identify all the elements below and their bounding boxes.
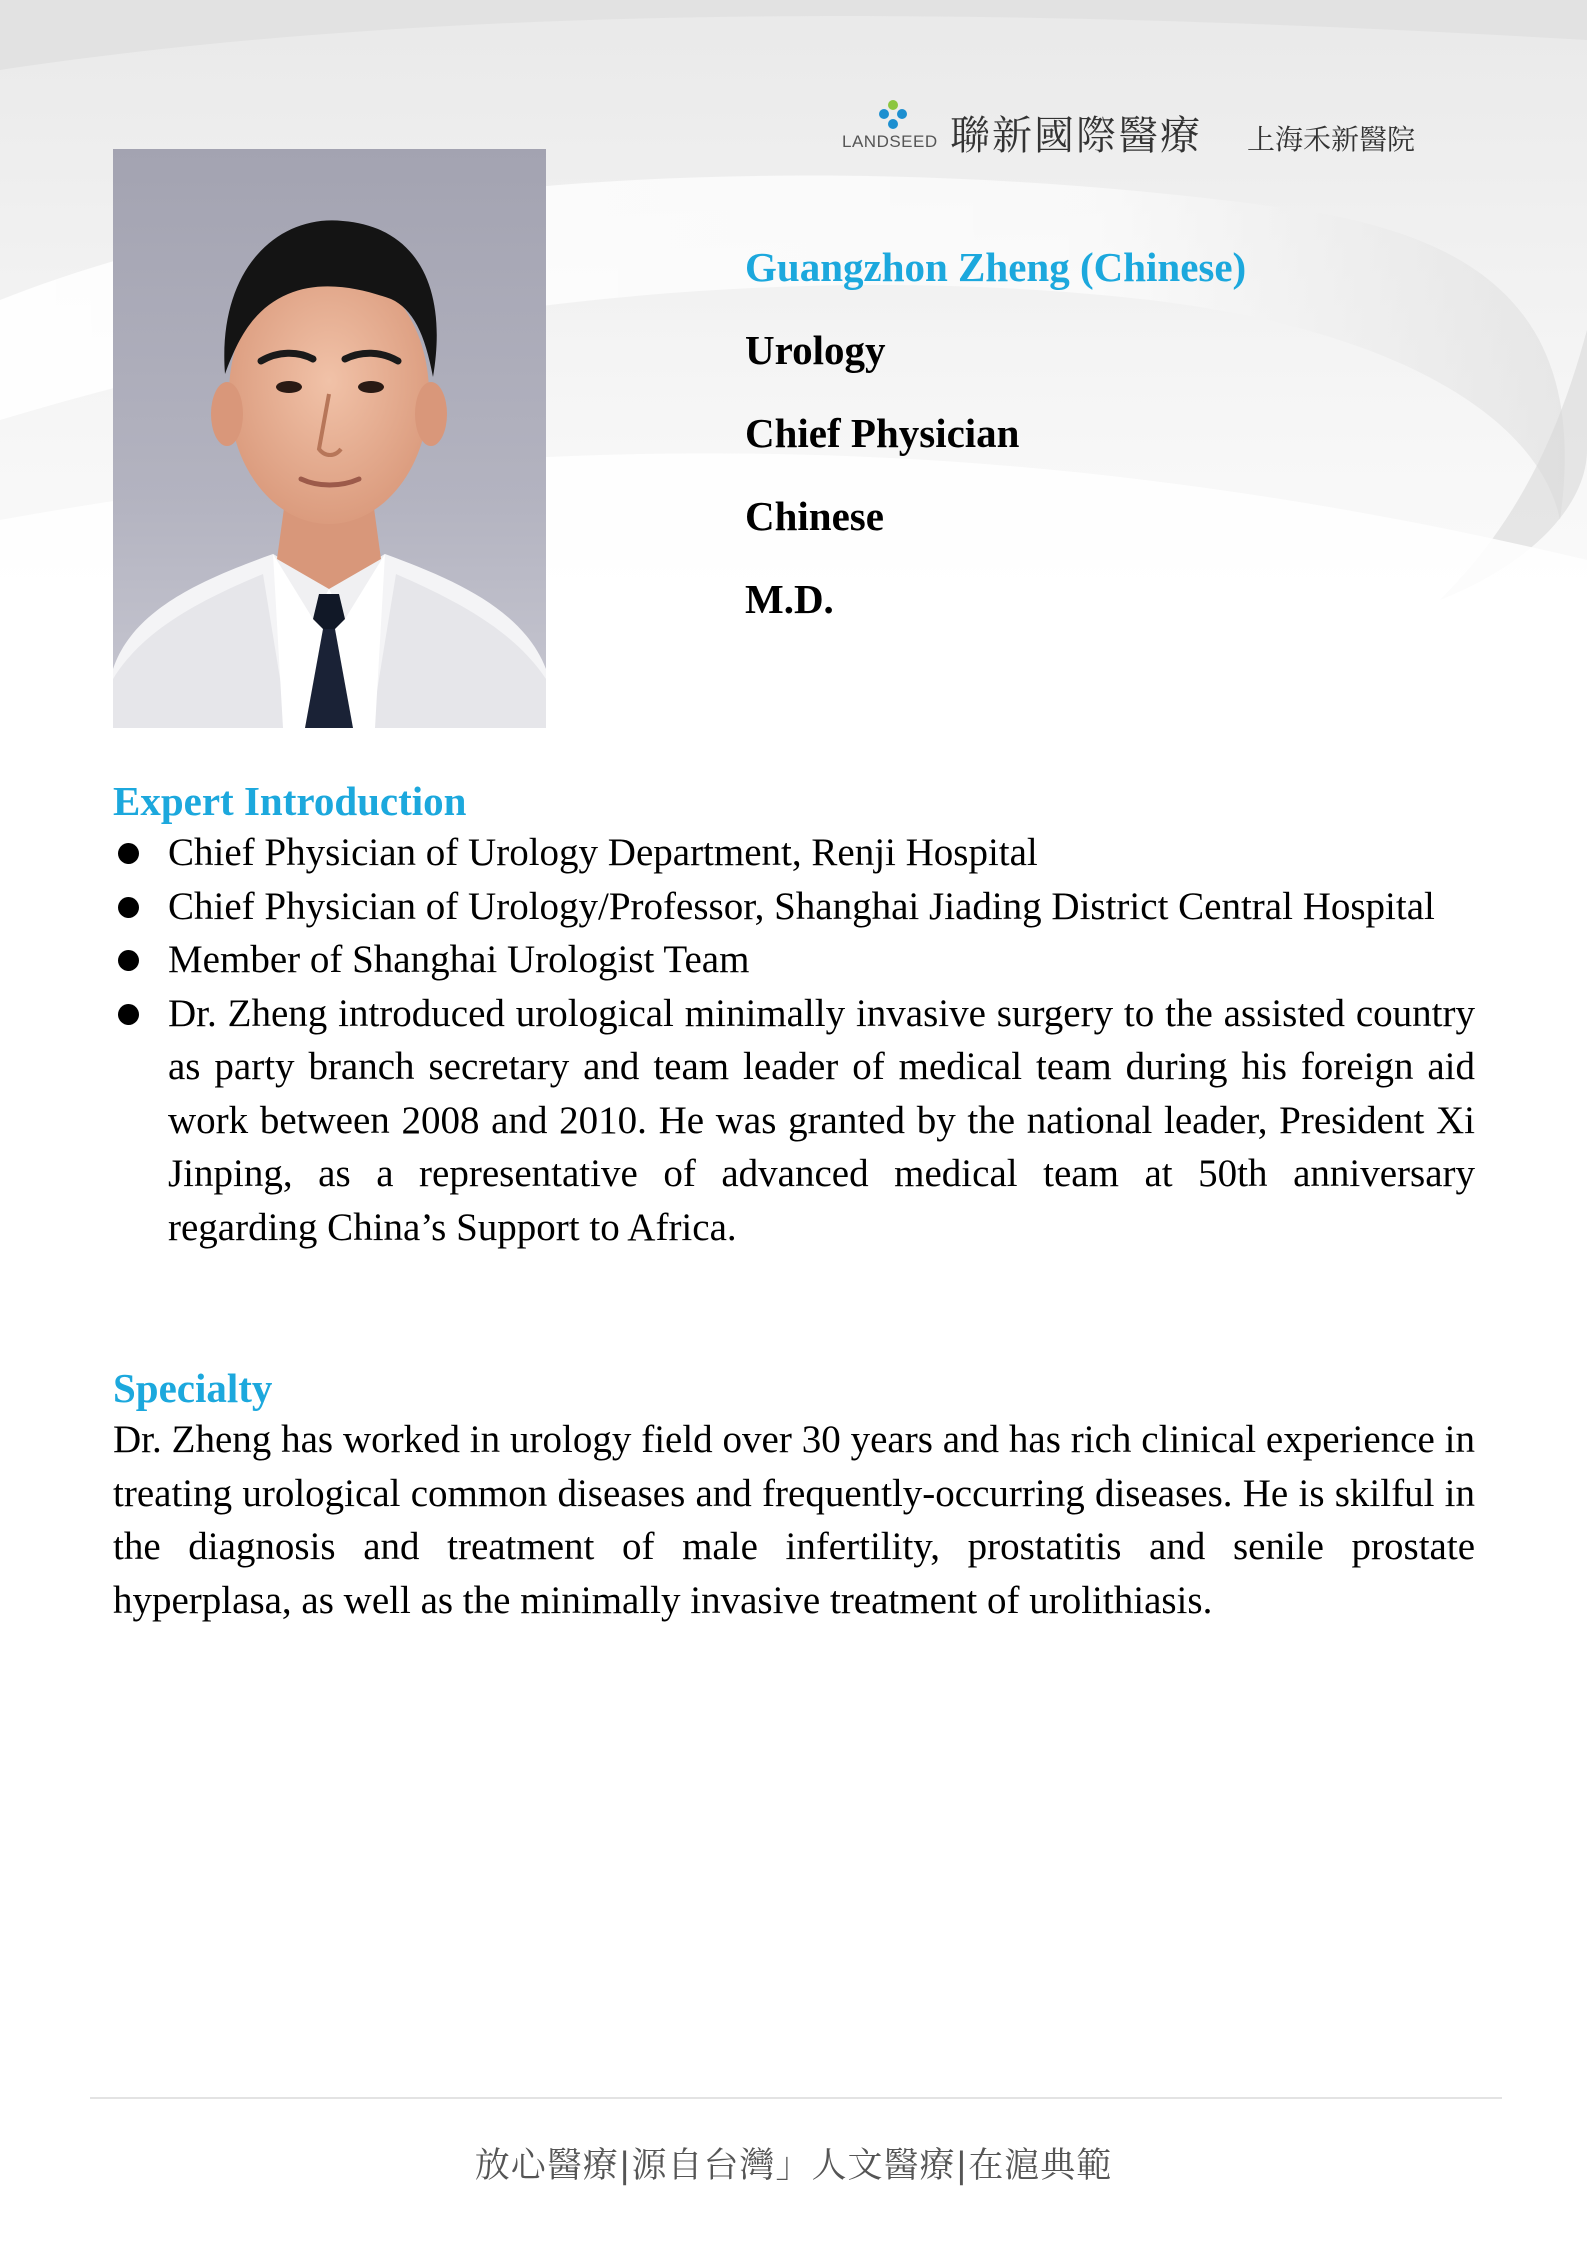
specialty-heading: Specialty [113,1365,273,1411]
list-item [113,987,1475,1255]
doctor-info [745,238,1505,653]
footer-divider [90,2097,1502,2099]
list-item-text: Dr. Zheng introduced urological minimally invasive surgery to the assisted country as party branch secretary and team leader of medical team during his foreign aid work between 2008 and 2010. He was granted by the national leader, President Xi Jinping, as a representative of advanced medical team at 50th anniversary regarding China’s Support to Africa. [168,991,1475,1249]
hospital-logo [842,100,1452,160]
logo-chinese-sub: 上海禾新醫院 [1247,123,1416,156]
doctor-photo [113,149,546,728]
footer-slogan: 放心醫療|源自台灣」人文醫療|在滬典範 [474,2146,1113,2186]
list-item [113,933,1475,987]
logo-landseed-text: LANDSEED [842,132,938,151]
bullet-dot-icon [118,843,139,864]
doctor-department: Urology [745,327,886,373]
doctor-nationality: Chinese [745,493,884,539]
list-item-text: Chief Physician of Urology/Professor, Shanghai Jiading District Central Hospital [168,884,1435,928]
doctor-portrait-image [113,149,546,728]
bullet-dot-icon [118,897,139,918]
list-item-text: Chief Physician of Urology Department, Renji Hospital [168,831,1038,874]
landseed-cross-icon [878,100,908,130]
bullet-dot-icon [118,1004,139,1025]
list-item [113,826,1475,880]
expert-introduction-list [113,826,1475,1254]
expert-introduction-heading: Expert Introduction [113,778,467,824]
list-item-text: Member of Shanghai Urologist Team [168,938,750,981]
logo-chinese-main: 聯新國際醫療 [950,113,1202,159]
list-item [113,880,1475,934]
specialty-body: Dr. Zheng has worked in urology field over 30 years and has rich clinical experience in treating urological common diseases and frequently-occurring diseases. He is skilful in the diagnosis and treatment of male infertility, prostatitis and senile prostate hyperplasa, as well as the minimally invasive treatment of urolithiasis. [113,1418,1475,1622]
bullet-dot-icon [118,950,139,971]
doctor-degree: M.D. [745,576,834,622]
doctor-title: Chief Physician [745,410,1020,456]
doctor-name: Guangzhon Zheng (Chinese) [745,244,1247,290]
